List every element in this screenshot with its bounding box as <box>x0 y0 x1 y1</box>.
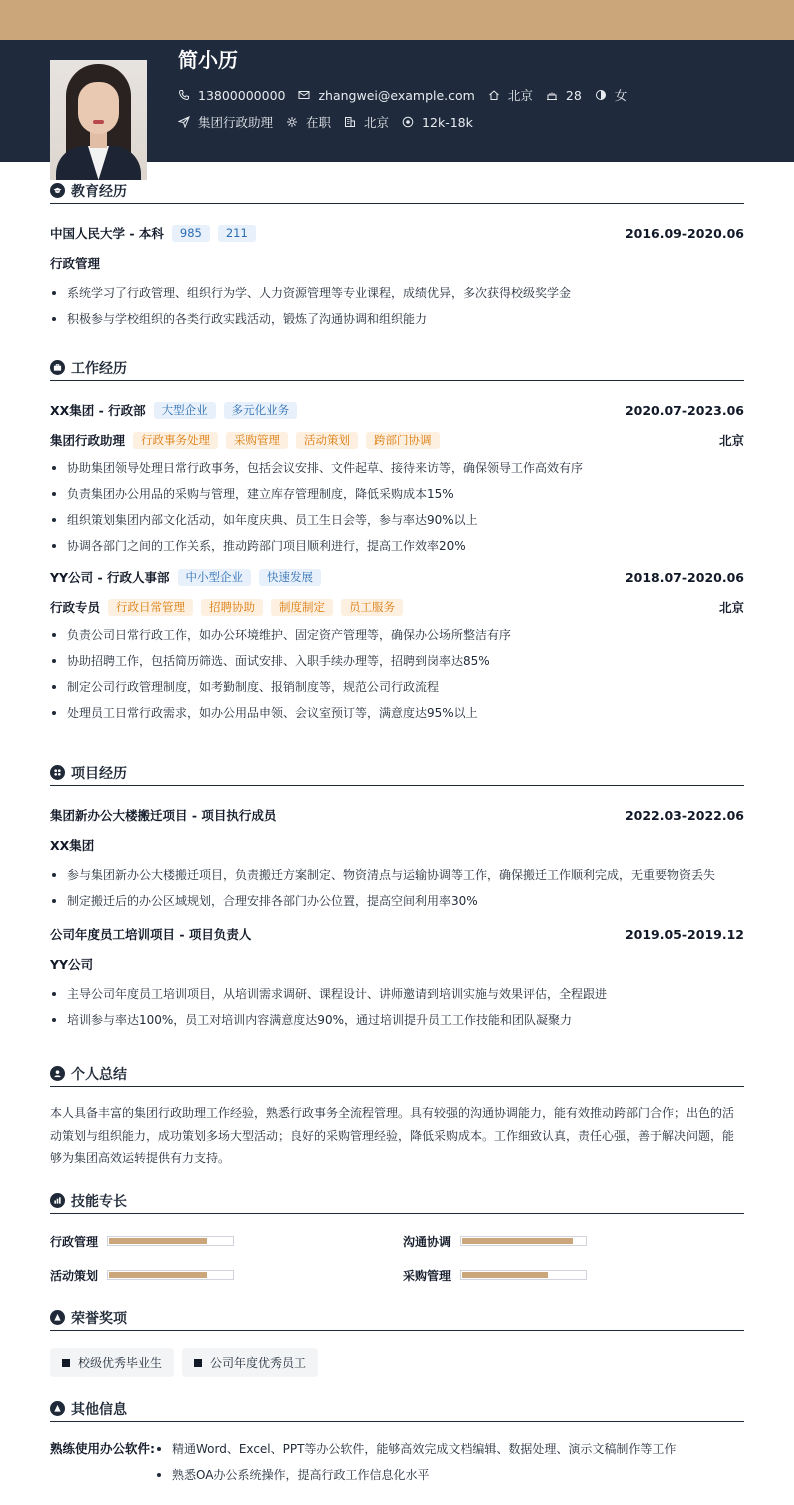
job-location: 北京 <box>718 600 744 615</box>
awards-title: 荣誉奖项 <box>71 1310 127 1327</box>
profile-photo <box>50 60 147 180</box>
email-item <box>298 88 474 103</box>
role-tag: 行政事务处理 <box>133 432 218 449</box>
gender-text: 女 <box>614 88 628 103</box>
phone-item <box>178 88 285 103</box>
status-item <box>286 113 331 131</box>
list-item: 精通Word、Excel、PPT等办公软件，能够高效完成文档编辑、数据处理、演示文稿制作等工作 <box>155 1436 676 1462</box>
other-title: 其他信息 <box>71 1401 127 1418</box>
skill-fill <box>109 1272 207 1278</box>
building-icon <box>344 116 356 128</box>
list-item: 协调各部门之间的工作关系，推动跨部门项目顺利进行，提高工作效率20% <box>50 533 744 559</box>
project-bullets <box>50 981 744 1033</box>
company-name: YY公司 - 行政人事部 <box>50 570 170 585</box>
list-item: 参与集团新办公大楼搬迁项目，负责搬迁方案制定、物资清点与运输协调等工作，确保搬迁工作顺利完成，无重要物资丢失 <box>50 862 744 888</box>
education-section <box>50 178 744 332</box>
salary-item <box>402 115 473 130</box>
resume-header <box>0 40 794 162</box>
skill-item <box>50 1265 234 1285</box>
gear-icon <box>286 116 298 128</box>
skill-fill <box>109 1238 207 1244</box>
medal-icon <box>50 1310 65 1325</box>
contact-info-row <box>178 86 640 104</box>
project-date: 2022.03-2022.06 <box>624 807 744 823</box>
skill-name: 采购管理 <box>403 1268 452 1283</box>
award-item <box>50 1348 174 1377</box>
age-item <box>546 88 582 103</box>
work-title: 工作经历 <box>71 360 127 377</box>
city-text: 北京 <box>507 88 533 103</box>
mail-icon <box>298 89 310 101</box>
target-city-text: 北京 <box>364 115 390 130</box>
school-tag: 985 <box>172 225 210 242</box>
skill-bar <box>460 1270 587 1280</box>
top-accent-band <box>0 0 794 40</box>
candidate-name: 简小历 <box>178 48 238 72</box>
skill-name: 行政管理 <box>50 1234 99 1249</box>
list-item: 组织策划集团内部文化活动，如年度庆典、员工生日会等，参与率达90%以上 <box>50 507 744 533</box>
job-role: 集团行政助理 <box>50 433 126 448</box>
award-name: 公司年度优秀员工 <box>210 1356 307 1370</box>
project-org-row <box>50 954 744 974</box>
age-text: 28 <box>565 87 582 103</box>
skill-bar <box>107 1236 234 1246</box>
education-heading <box>50 178 744 204</box>
skill-bar <box>107 1270 234 1280</box>
skills-section <box>50 1188 744 1294</box>
phone-icon <box>178 89 190 101</box>
project-bullets <box>50 862 744 914</box>
company-name: XX集团 - 行政部 <box>50 403 146 418</box>
chart-icon <box>50 1193 65 1208</box>
target-position-item <box>178 113 273 131</box>
major-row <box>50 253 744 273</box>
job-intent-row <box>178 113 486 131</box>
skill-item <box>403 1231 587 1251</box>
target-city-item <box>344 113 389 131</box>
job-header <box>50 400 744 420</box>
grid-icon <box>50 765 65 780</box>
send-icon <box>178 116 190 128</box>
list-item: 协助集团领导处理日常行政事务，包括会议安排、文件起草、接待来访等，确保领导工作高效有序 <box>50 455 744 481</box>
awards-section <box>50 1305 744 1377</box>
list-item: 制定搬迁后的办公区域规划，合理安排各部门办公位置，提高空间利用率30% <box>50 888 744 914</box>
list-item: 积极参与学校组织的各类行政实践活动，锻炼了沟通协调和组织能力 <box>50 306 744 332</box>
gender-item <box>595 86 628 104</box>
other-row <box>50 1437 744 1488</box>
role-tag: 行政日常管理 <box>108 599 193 616</box>
gender-icon <box>595 89 607 101</box>
summary-heading <box>50 1061 744 1087</box>
project-name: 公司年度员工培训项目 - 项目负责人 <box>50 927 252 942</box>
awards-list <box>50 1348 744 1377</box>
summary-title: 个人总结 <box>71 1066 127 1083</box>
coin-icon <box>402 116 414 128</box>
job-header <box>50 567 744 587</box>
school-tag: 211 <box>218 225 256 242</box>
awards-heading <box>50 1305 744 1331</box>
target-position-text: 集团行政助理 <box>198 115 274 130</box>
project-org-row <box>50 835 744 855</box>
role-tag: 员工服务 <box>341 599 403 616</box>
status-text: 在职 <box>306 115 332 130</box>
city-item <box>488 86 533 104</box>
project-header <box>50 805 744 825</box>
role-tag: 活动策划 <box>296 432 358 449</box>
salary-text: 12k-18k <box>422 114 473 130</box>
role-tag: 采购管理 <box>226 432 288 449</box>
other-bullets <box>155 1436 676 1488</box>
company-tag: 中小型企业 <box>178 569 252 586</box>
job-bullets <box>50 622 744 726</box>
job-date: 2020.07-2023.06 <box>624 402 744 418</box>
project-date: 2019.05-2019.12 <box>624 926 744 942</box>
company-tag: 大型企业 <box>154 402 216 419</box>
list-item: 处理员工日常行政需求，如办公用品申领、会议室预订等，满意度达95%以上 <box>50 700 744 726</box>
summary-section <box>50 1061 744 1170</box>
list-item: 制定公司行政管理制度，如考勤制度、报销制度等，规范公司行政流程 <box>50 674 744 700</box>
award-item <box>182 1348 318 1377</box>
projects-title: 项目经历 <box>71 765 127 782</box>
job-bullets <box>50 455 744 559</box>
other-section <box>50 1396 744 1488</box>
square-bullet-icon <box>62 1359 70 1367</box>
skill-item <box>403 1265 587 1285</box>
list-item: 负责集团办公用品的采购与管理，建立库存管理制度，降低采购成本15% <box>50 481 744 507</box>
list-item: 系统学习了行政管理、组织行为学、人力资源管理等专业课程，成绩优异，多次获得校级奖学金 <box>50 280 744 306</box>
skill-name: 活动策划 <box>50 1268 99 1283</box>
project-org: YY公司 <box>50 957 94 972</box>
skills-title: 技能专长 <box>71 1193 127 1210</box>
work-section <box>50 355 744 726</box>
role-tag: 制度制定 <box>271 599 333 616</box>
skill-fill <box>462 1272 548 1278</box>
education-title: 教育经历 <box>71 183 127 200</box>
summary-text: 本人具备丰富的集团行政助理工作经验，熟悉行政事务全流程管理。具有较强的沟通协调能力，能有效推动跨部门合作；出色的活动策划与组织能力，成功策划多场大型活动；良好的采购管理经验，降低采购成本。工作细致认真，责任心强，善于解决问题，能够为集团高效运转提供有力支持。 <box>50 1106 735 1165</box>
phone-text: 13800000000 <box>198 87 286 103</box>
cake-icon <box>546 89 558 101</box>
briefcase-icon <box>50 360 65 375</box>
project-name: 集团新办公大楼搬迁项目 - 项目执行成员 <box>50 808 277 823</box>
list-item: 负责公司日常行政工作，如办公环境维护、固定资产管理等，确保办公场所整洁有序 <box>50 622 744 648</box>
projects-heading <box>50 760 744 786</box>
role-tag: 跨部门协调 <box>366 432 440 449</box>
company-tag: 多元化业务 <box>224 402 298 419</box>
education-entry-header <box>50 223 744 243</box>
school-name: 中国人民大学 - 本科 <box>50 226 164 241</box>
major-name: 行政管理 <box>50 256 101 271</box>
skill-item <box>50 1231 234 1251</box>
other-label: 熟练使用办公软件: <box>50 1441 155 1456</box>
project-header <box>50 924 744 944</box>
list-item: 培训参与率达100%，员工对培训内容满意度达90%，通过培训提升员工工作技能和团队凝聚力 <box>50 1007 744 1033</box>
skill-bar <box>460 1236 587 1246</box>
square-bullet-icon <box>194 1359 202 1367</box>
graduation-cap-icon <box>50 183 65 198</box>
user-icon <box>50 1066 65 1081</box>
list-item: 协助招聘工作，包括简历筛选、面试安排、入职手续办理等，招聘到岗率达85% <box>50 648 744 674</box>
role-tag: 招聘协助 <box>201 599 263 616</box>
home-icon <box>488 89 500 101</box>
education-date: 2016.09-2020.06 <box>624 225 744 241</box>
project-org: XX集团 <box>50 838 95 853</box>
job-date: 2018.07-2020.06 <box>624 569 744 585</box>
list-item: 熟悉OA办公系统操作，提高行政工作信息化水平 <box>155 1462 676 1488</box>
job-role-row <box>50 597 744 617</box>
job-location: 北京 <box>718 433 744 448</box>
skill-fill <box>462 1238 573 1244</box>
skills-grid <box>50 1214 744 1294</box>
award-name: 校级优秀毕业生 <box>78 1356 163 1370</box>
list-item: 主导公司年度员工培训项目，从培训需求调研、课程设计、讲师邀请到培训实施与效果评估，全程跟进 <box>50 981 744 1007</box>
projects-section <box>50 760 744 1033</box>
work-heading <box>50 355 744 381</box>
education-bullets <box>50 280 744 332</box>
skills-heading <box>50 1188 744 1214</box>
job-role: 行政专员 <box>50 600 101 615</box>
info-icon <box>50 1401 65 1416</box>
company-tag: 快速发展 <box>259 569 321 586</box>
other-heading <box>50 1396 744 1422</box>
skill-name: 沟通协调 <box>403 1234 452 1249</box>
job-role-row <box>50 430 744 450</box>
email-text: zhangwei@example.com <box>318 87 475 103</box>
